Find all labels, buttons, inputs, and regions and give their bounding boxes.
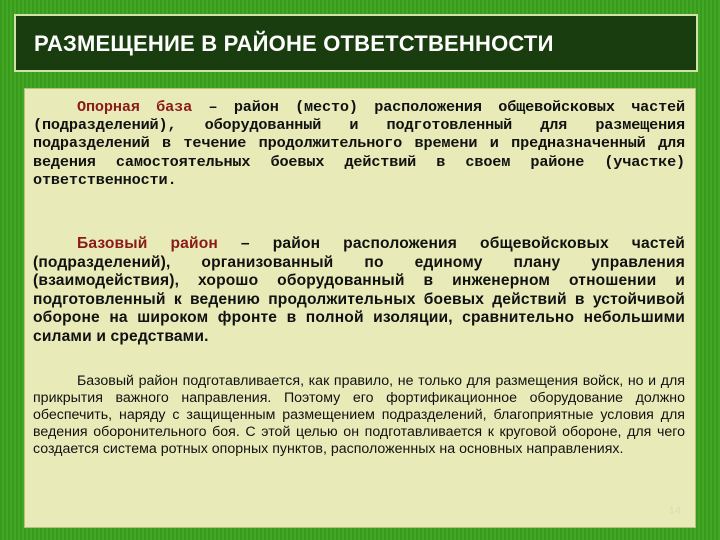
slide-title: РАЗМЕЩЕНИЕ В РАЙОНЕ ОТВЕТСТВЕННОСТИ: [34, 31, 554, 56]
page-number: 14: [668, 505, 681, 517]
term-opornaya-baza: Опорная база: [77, 98, 193, 116]
content-panel: [24, 88, 696, 528]
explanation-paragraph: Базовый район подготавливается, как правило, не только для размещения войск, но и для прикрытия важного направления. Поэтому его фортификационное оборудование должно обеспечить, наряду с защищенным размещением подразделений, благоприятные условия для ведения оборонительного боя. С этой целью он подготавливается к круговой обороне, для чего создается система ротных опорных пунктов, расположенных на основных направлениях.: [33, 373, 685, 458]
definition-bazovyi-raion: [33, 235, 685, 347]
definition-opornaya-baza: [33, 98, 685, 189]
term-bazovyi-raion: Базовый район: [77, 235, 218, 252]
definition-text: – район (место) расположения общевойсковых частей (подразделений), оборудованный и подготовленный для размещения подразделений в течение продолжительного времени и предназначенный для ведения самостоятельных боевых действий в своем районе (участке) ответственности.: [33, 98, 685, 189]
title-bar: [14, 14, 698, 72]
definition-text: – район расположения общевойсковых частей (подразделений), организованный по единому плану управления (взаимодействия), хорошо оборудованный в инженерном отношении и подготовленный к ведению продолжительных боевых действий в устойчивой обороне на широком фронте в полной изоляции, сравнительно небольшими силами и средствами.: [33, 235, 685, 345]
